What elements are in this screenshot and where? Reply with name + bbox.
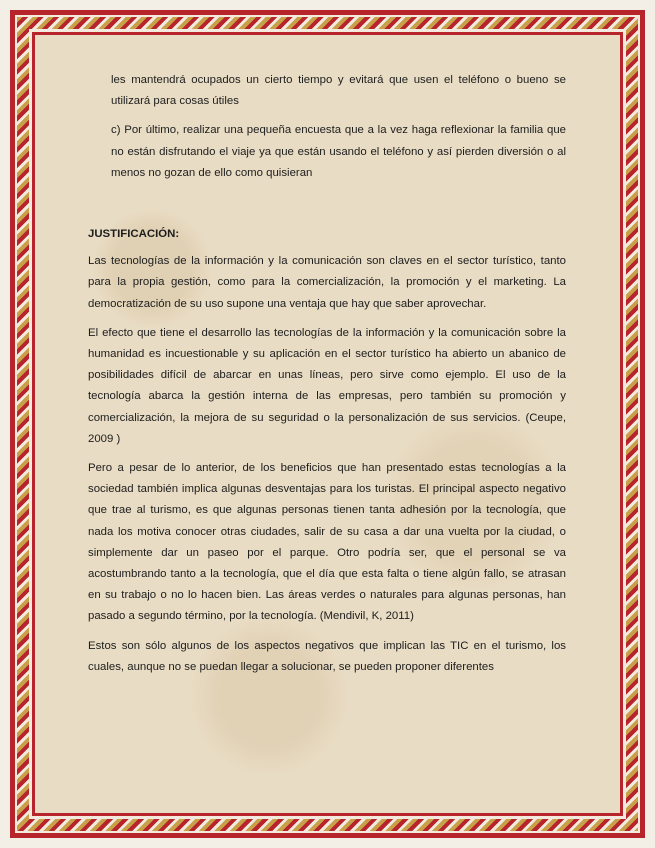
paragraph-1: Las tecnologías de la información y la comunicación son claves en el sector turístico, tanto para la propia gestión, como para la comercialización, la promoción y el marketing. La democratización de su uso supone una ventaja que hay que saber aprovechar. bbox=[88, 255, 566, 310]
section-heading: JUSTIFICACIÓN: bbox=[88, 228, 180, 241]
continuation-text: les mantendrá ocupados un cierto tiempo y evitará que usen el teléfono o bueno se utilizará para cosas útiles bbox=[111, 74, 566, 108]
paragraph-4: Estos son sólo algunos de los aspectos negativos que implican las TIC en el turismo, los cuales, aunque no se puedan llegar a solucionar, se pueden proponer diferentes bbox=[88, 639, 566, 673]
paragraph-2: El efecto que tiene el desarrollo las tecnologías de la información y la comunicación sobre la humanidad es incuestionable y su aplicación en el sector turístico ha abierto un abanico de posibilidades difícil de abarcar en unas líneas, pero sirve como ejemplo. El uso de la tecnología abarca la gestión interna de las empresas, pero también su promoción y comercialización, la mejora de su seguridad o la personalización de sus servicios. (Ceupe, 2009 ) bbox=[88, 326, 566, 445]
document-body bbox=[88, 70, 566, 686]
list-item-c: c) Por último, realizar una pequeña encuesta que a la vez haga reflexionar la familia que no están disfrutando el viaje ya que están usando el teléfono y así pierden diversión o al menos no gozan de ello como quisieran bbox=[111, 124, 566, 179]
paragraph-3: Pero a pesar de lo anterior, de los beneficios que han presentado estas tecnologías a la sociedad también implica algunas desventajas para los turistas. El principal aspecto negativo que trae al turismo, es que algunas personas tienen tanta adhesión por la tecnología, que nada los motiva conocer otras ciudades, salir de su casa a dar una vuelta por la ciudad, o simplemente dar un paseo por el parque. Otro podría ser, que el personal se va acostumbrando tanto a la tecnología, que el día que esta falta o tiene algún fallo, se atrasan en su trabajo o no lo hacen bien. Las áreas verdes o naturales para algunas personas, han pasado a segundo término, por la tecnología. (Mendivil, K, 2011) bbox=[88, 462, 566, 623]
